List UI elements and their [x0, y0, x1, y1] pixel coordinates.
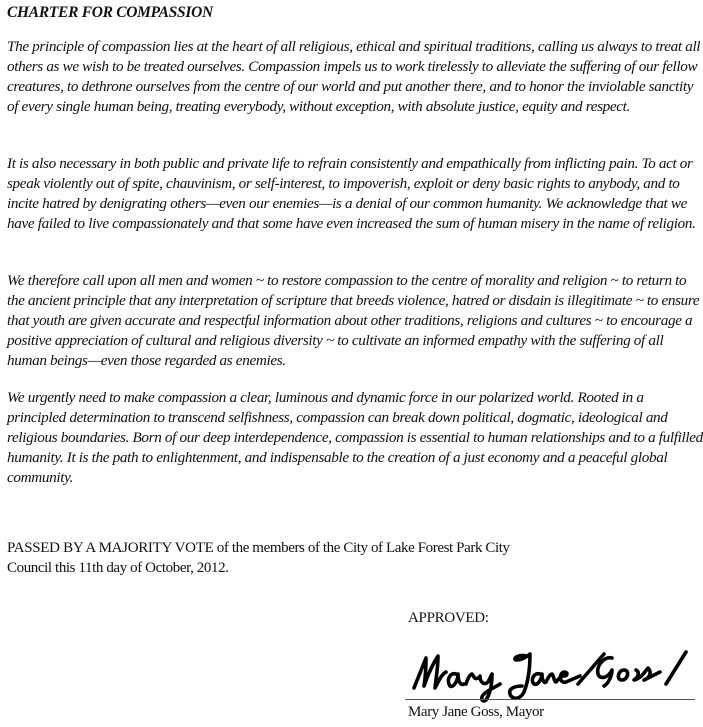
- paragraph-principle: The principle of compassion lies at the heart of all religious, ethical and spiritual traditions, calling us always to treat all others as we wish to be treated ourselves. Compassion impels us to work tirelessly to alleviate the suffering of our fellow creatures, to dethrone ourselves from the centre of our world and put another there, and to honor the inviolable sanctity of every single human being, treating everybody, without exception, with absolute justice, equity and respect.: [7, 38, 701, 115]
- passage-statement: [7, 538, 607, 578]
- passage-line2: Council this 11th day of October, 2012.: [7, 560, 229, 576]
- paragraph-urgently: We urgently need to make compassion a clear, luminous and dynamic force in our polarized world. Rooted in a principled determination to transcend selfishness, compassion can break down political, dogmatic, ideological and religious boundaries. Born of our deep interdependence, compassion is essential to human relationships and to a fulfilled humanity. It is the path to enlightenment, and indispensable to the creation of a just economy and a peaceful global community.: [7, 389, 703, 486]
- approved-label: APPROVED:: [408, 610, 489, 626]
- paragraph-call-upon: We therefore call upon all men and women ~ to restore compassion to the centre of morality and religion ~ to return to the ancient principle that any interpretation of scripture that breeds violence, hatred or disdain is illegitimate ~ to ensure that youth are given accurate and respectful information about other traditions, religions and cultures ~ to encourage a positive appreciation of cultural and religious diversity ~ to cultivate an informed empathy with the suffering of all human beings—even those regarded as enemies.: [7, 272, 700, 369]
- signature-line: [405, 699, 695, 700]
- paragraph-refrain: It is also necessary in both public and private life to refrain consistently and empathically from inflicting pain. To act or speak violently out of spite, chauvinism, or self-interest, to impoverish, exploit or deny basic rights to anybody, and to incite hatred by denigrating others—even our enemies—is a denial of our common humanity. We acknowledge that we have failed to live compassionately and that some have even increased the sum of human misery in the name of religion.: [7, 155, 696, 232]
- passage-lead: PASSED BY A MAJORITY VOTE: [7, 540, 214, 556]
- mayor-signature: [408, 648, 698, 704]
- document-title: CHARTER FOR COMPASSION: [7, 4, 213, 21]
- passage-line1: of the members of the City of Lake Forest Park City: [213, 540, 510, 556]
- signer-name: Mary Jane Goss, Mayor: [408, 704, 544, 720]
